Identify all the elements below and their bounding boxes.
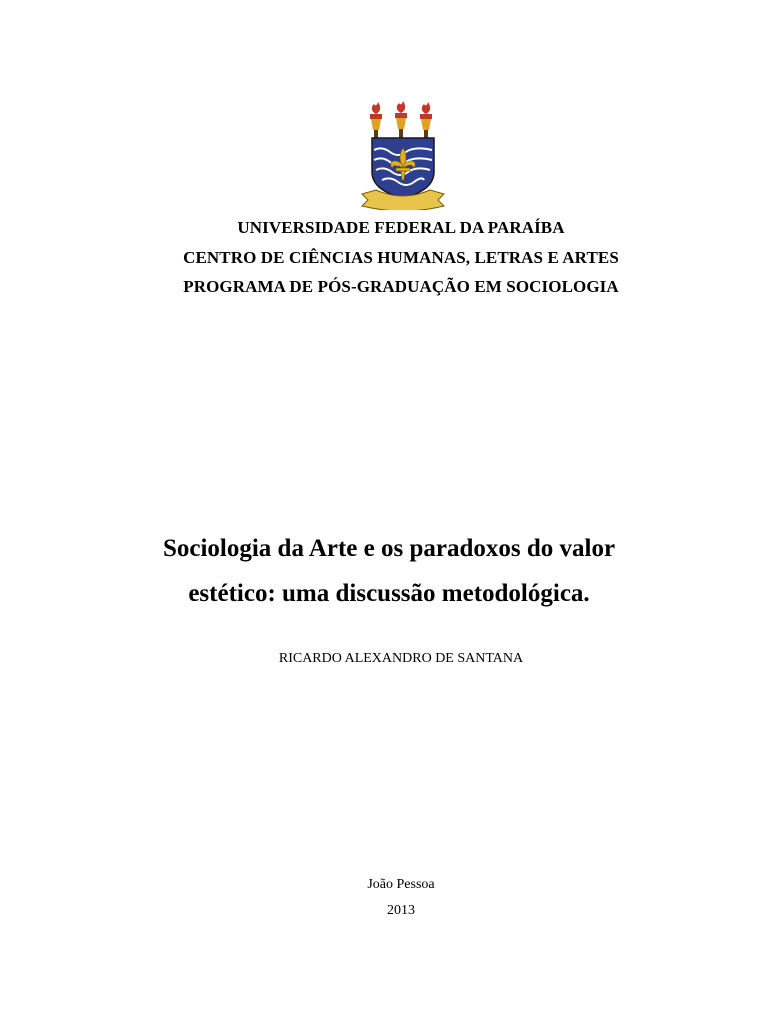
center-name: CENTRO DE CIÊNCIAS HUMANAS, LETRAS E ARTES — [183, 248, 619, 267]
torch-icon — [395, 101, 407, 138]
author-name: RICARDO ALEXANDRO DE SANTANA — [278, 651, 524, 666]
thesis-title-line-2: estético: uma discussão metodológica. — [188, 580, 590, 607]
torch-icon — [420, 102, 432, 138]
university-name: UNIVERSIDADE FEDERAL DA PARAÍBA — [237, 218, 565, 237]
thesis-title-line-1: Sociologia da Arte e os paradoxos do valor — [162, 535, 616, 562]
year: 2013 — [387, 903, 415, 918]
program-name: PROGRAMA DE PÓS-GRADUAÇÃO EM SOCIOLOGIA — [183, 277, 619, 296]
place: João Pessoa — [367, 877, 435, 892]
torch-icon — [370, 102, 382, 138]
university-seal-icon — [358, 98, 448, 210]
